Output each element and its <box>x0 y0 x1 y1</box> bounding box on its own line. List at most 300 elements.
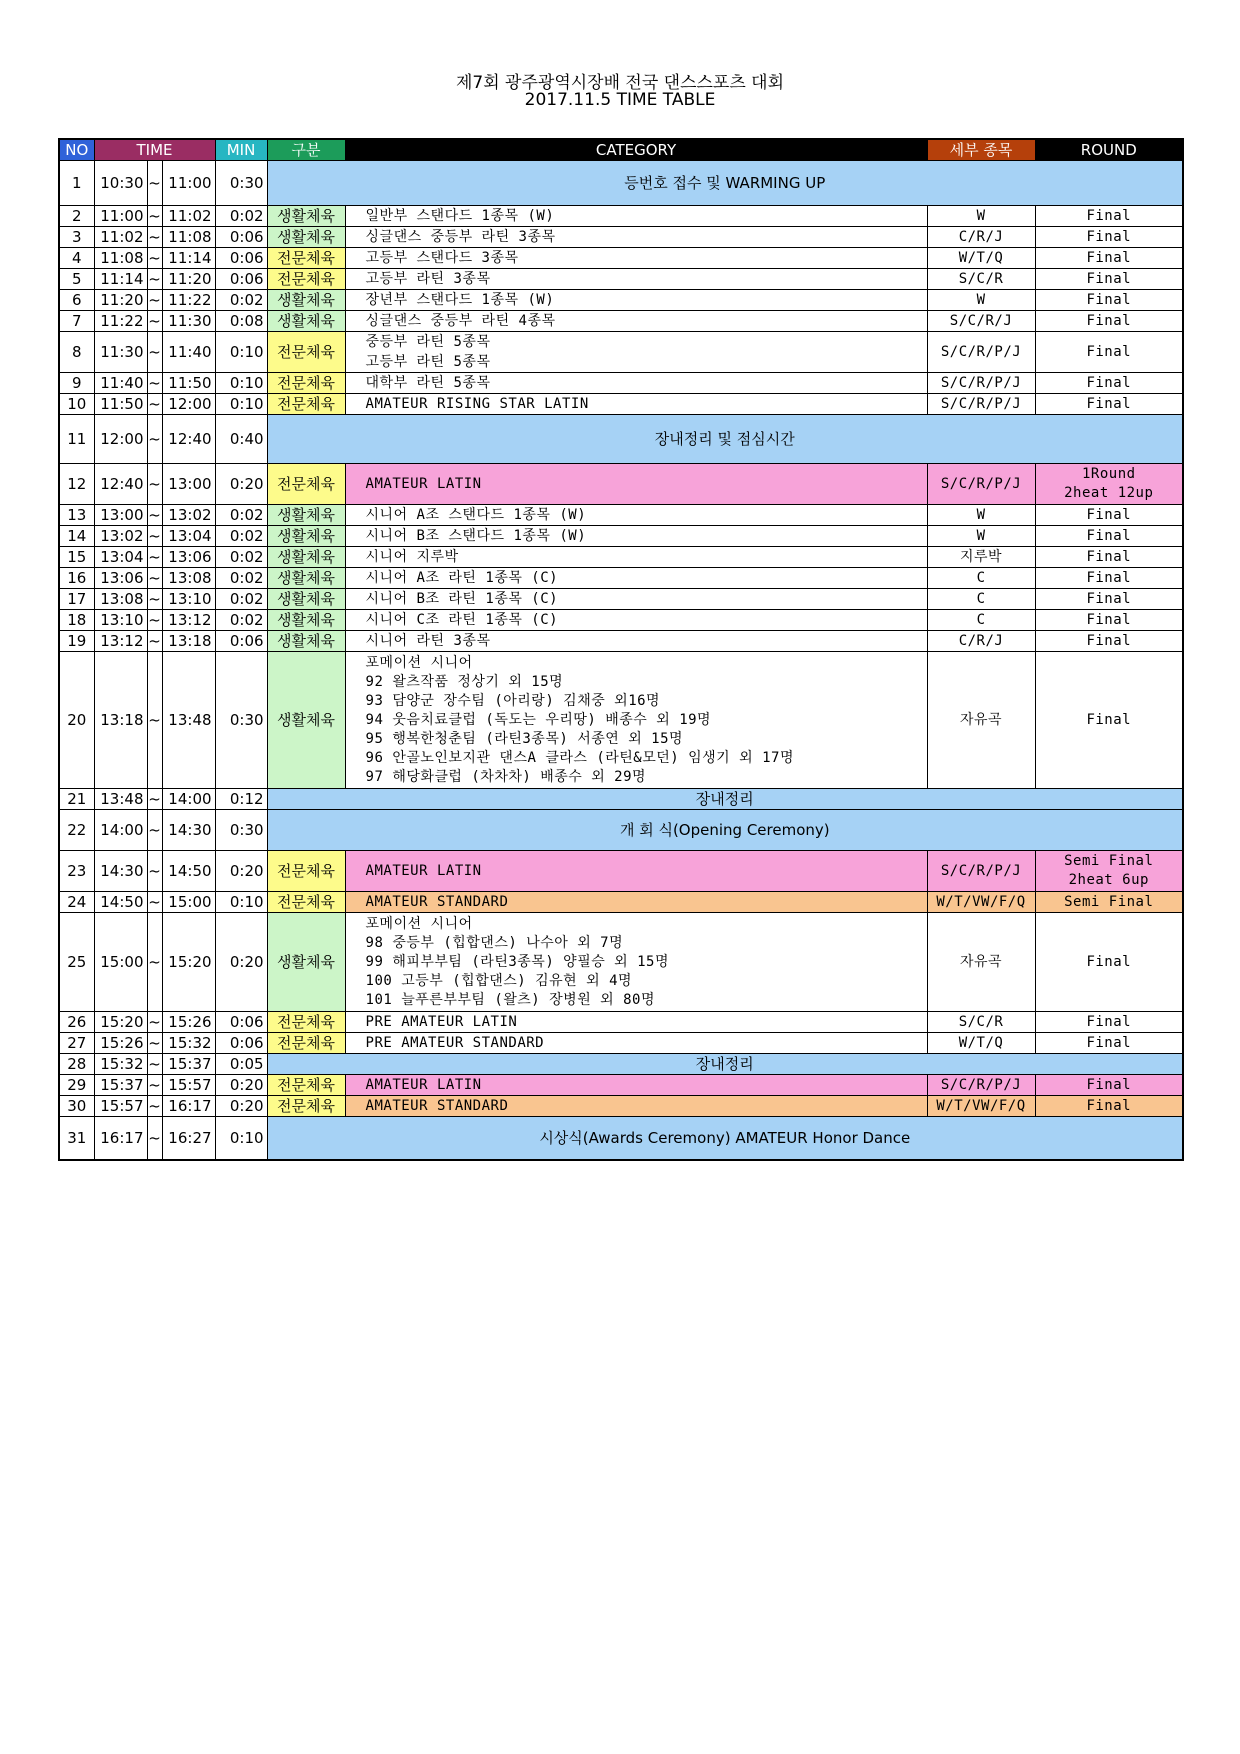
row-no: 19 <box>59 631 94 652</box>
row-time-separator: ~ <box>148 1055 161 1073</box>
row-time-separator: ~ <box>148 632 161 650</box>
table-row <box>59 1096 1183 1117</box>
table-row <box>59 892 1183 913</box>
row-sebu: S/C/R/P/J <box>927 464 1035 505</box>
row-round: Final <box>1035 610 1183 631</box>
row-no: 18 <box>59 610 94 631</box>
row-type: 전문체육 <box>267 1033 345 1054</box>
row-time-separator: ~ <box>148 291 161 309</box>
row-category: 시니어 A조 라틴 1종목 (C) <box>345 568 927 589</box>
row-round: Final <box>1035 913 1183 1012</box>
table-row <box>59 415 1183 464</box>
row-category: 시니어 C조 라틴 1종목 (C) <box>345 610 927 631</box>
row-end-time: 11:14 <box>162 248 215 269</box>
row-min: 0:30 <box>215 652 267 789</box>
row-span-event: 장내정리 <box>267 1054 1183 1075</box>
col-header-min: MIN <box>215 139 267 161</box>
row-start-time: 13:02 <box>94 526 147 547</box>
timetable-body <box>59 161 1183 1161</box>
row-category <box>345 332 927 373</box>
row-sebu: 지루박 <box>927 547 1035 568</box>
category-line: 97 해당화클럽 (차차차) 배종수 외 29명 <box>365 768 647 785</box>
row-end-time: 15:00 <box>162 892 215 913</box>
row-round: Final <box>1035 227 1183 248</box>
row-min: 0:06 <box>215 248 267 269</box>
row-time-separator: ~ <box>148 790 161 808</box>
row-time-separator: ~ <box>148 590 161 608</box>
col-header-round: ROUND <box>1035 139 1183 161</box>
category-line: 중등부 라틴 5종목 <box>365 334 491 350</box>
row-round: Final <box>1035 1096 1183 1117</box>
row-sebu: S/C/R/P/J <box>927 332 1035 373</box>
col-header-no: NO <box>59 139 94 161</box>
row-no: 6 <box>59 290 94 311</box>
row-type: 전문체육 <box>267 394 345 415</box>
row-no: 27 <box>59 1033 94 1054</box>
table-row <box>59 789 1183 810</box>
row-end-time: 14:00 <box>162 789 215 810</box>
category-line: 94 웃음치료클럽 (독도는 우리땅) 배종수 외 19명 <box>365 711 712 728</box>
row-sebu: C/R/J <box>927 631 1035 652</box>
row-start-time: 15:26 <box>94 1033 147 1054</box>
row-min: 0:40 <box>215 415 267 464</box>
row-category: AMATEUR LATIN <box>345 1075 927 1096</box>
row-round: Final <box>1035 547 1183 568</box>
category-line: 포메이션 시니어 <box>365 915 473 932</box>
row-span-event: 장내정리 <box>267 789 1183 810</box>
row-start-time: 14:00 <box>94 810 147 851</box>
table-row <box>59 547 1183 568</box>
row-end-time: 11:22 <box>162 290 215 311</box>
row-min: 0:02 <box>215 505 267 526</box>
row-round: Final <box>1035 505 1183 526</box>
row-min: 0:06 <box>215 227 267 248</box>
row-round: Final <box>1035 568 1183 589</box>
row-min: 0:12 <box>215 789 267 810</box>
row-time-separator: ~ <box>148 312 161 330</box>
table-row <box>59 1054 1183 1075</box>
row-min: 0:06 <box>215 1033 267 1054</box>
row-category <box>345 652 927 789</box>
page-subtitle: 2017.11.5 TIME TABLE <box>524 90 716 110</box>
table-row <box>59 568 1183 589</box>
row-sebu: S/C/R/P/J <box>927 1075 1035 1096</box>
row-round: Final <box>1035 526 1183 547</box>
row-type: 생활체육 <box>267 631 345 652</box>
row-min: 0:20 <box>215 1075 267 1096</box>
row-no: 14 <box>59 526 94 547</box>
row-round: Final <box>1035 652 1183 789</box>
row-time-separator: ~ <box>147 652 162 789</box>
row-start-time: 11:08 <box>94 248 147 269</box>
category-line: 포메이션 시니어 <box>365 654 473 671</box>
category-line: 100 고등부 (힙합댄스) 김유현 외 4명 <box>365 972 633 989</box>
row-category: 고등부 라틴 3종목 <box>345 269 927 290</box>
row-span-event: 장내정리 및 점심시간 <box>267 415 1183 464</box>
row-type: 생활체육 <box>267 290 345 311</box>
row-start-time: 16:17 <box>94 1117 147 1161</box>
row-min: 0:08 <box>215 311 267 332</box>
row-category: AMATEUR STANDARD <box>345 892 927 913</box>
row-no: 2 <box>59 206 94 227</box>
row-end-time: 15:57 <box>162 1075 215 1096</box>
row-type: 전문체육 <box>267 269 345 290</box>
row-start-time: 11:22 <box>94 311 147 332</box>
category-line: 98 중등부 (힙합댄스) 나수아 외 7명 <box>365 934 624 951</box>
timetable <box>58 138 1184 1161</box>
row-round: Final <box>1035 1075 1183 1096</box>
row-time-separator: ~ <box>148 374 161 392</box>
row-min: 0:20 <box>215 464 267 505</box>
row-min: 0:10 <box>215 373 267 394</box>
row-end-time: 16:27 <box>162 1117 215 1161</box>
row-sebu: 자유곡 <box>927 652 1035 789</box>
row-sebu: C <box>927 568 1035 589</box>
row-min: 0:10 <box>215 332 267 373</box>
row-min: 0:20 <box>215 851 267 892</box>
row-end-time: 13:06 <box>162 547 215 568</box>
category-line: 95 행복한청춘팀 (라틴3종목) 서종연 외 15명 <box>365 730 684 747</box>
row-category: 고등부 스탠다드 3종목 <box>345 248 927 269</box>
table-row <box>59 631 1183 652</box>
row-sebu: W/T/Q <box>927 1033 1035 1054</box>
row-type: 전문체육 <box>267 1075 345 1096</box>
row-start-time: 14:50 <box>94 892 147 913</box>
row-type: 전문체육 <box>267 851 345 892</box>
row-type: 생활체육 <box>267 589 345 610</box>
table-row <box>59 1075 1183 1096</box>
row-start-time: 13:06 <box>94 568 147 589</box>
table-row <box>59 851 1183 892</box>
row-sebu: W/T/Q <box>927 248 1035 269</box>
row-end-time: 15:20 <box>162 913 215 1012</box>
round-line: Semi Final <box>1064 853 1154 869</box>
row-end-time: 16:17 <box>162 1096 215 1117</box>
row-end-time: 11:40 <box>162 332 215 373</box>
row-time-separator: ~ <box>148 395 161 413</box>
row-round: Final <box>1035 206 1183 227</box>
table-row <box>59 810 1183 851</box>
row-time-separator: ~ <box>147 161 162 206</box>
row-sebu: C/R/J <box>927 227 1035 248</box>
row-round: Final <box>1035 332 1183 373</box>
table-row <box>59 1117 1183 1161</box>
row-round: Final <box>1035 1012 1183 1033</box>
row-start-time: 11:00 <box>94 206 147 227</box>
row-no: 3 <box>59 227 94 248</box>
row-no: 10 <box>59 394 94 415</box>
col-header-time: TIME <box>94 139 215 161</box>
row-sebu: C <box>927 610 1035 631</box>
row-min: 0:10 <box>215 394 267 415</box>
row-sebu: S/C/R <box>927 269 1035 290</box>
row-round: Final <box>1035 290 1183 311</box>
row-span-event: 등번호 접수 및 WARMING UP <box>267 161 1183 206</box>
row-start-time: 15:32 <box>94 1054 147 1075</box>
table-row <box>59 913 1183 1012</box>
row-start-time: 13:08 <box>94 589 147 610</box>
row-start-time: 13:00 <box>94 505 147 526</box>
row-start-time: 12:40 <box>94 464 147 505</box>
row-sebu: C <box>927 589 1035 610</box>
row-category <box>345 913 927 1012</box>
row-sebu: W/T/VW/F/Q <box>927 892 1035 913</box>
row-type: 생활체육 <box>267 526 345 547</box>
table-row <box>59 373 1183 394</box>
row-start-time: 13:12 <box>94 631 147 652</box>
row-end-time: 11:30 <box>162 311 215 332</box>
row-type: 전문체육 <box>267 1012 345 1033</box>
row-round: Final <box>1035 311 1183 332</box>
table-row <box>59 464 1183 505</box>
row-no: 12 <box>59 464 94 505</box>
row-time-separator: ~ <box>148 1013 161 1031</box>
row-sebu: W <box>927 505 1035 526</box>
row-start-time: 13:10 <box>94 610 147 631</box>
row-min: 0:30 <box>215 810 267 851</box>
row-no: 16 <box>59 568 94 589</box>
row-type: 생활체육 <box>267 547 345 568</box>
row-end-time: 12:00 <box>162 394 215 415</box>
row-category: 시니어 지루박 <box>345 547 927 568</box>
row-no: 21 <box>59 789 94 810</box>
row-round <box>1035 851 1183 892</box>
row-type: 생활체육 <box>267 568 345 589</box>
row-start-time: 15:20 <box>94 1012 147 1033</box>
row-end-time: 15:26 <box>162 1012 215 1033</box>
table-header-row <box>59 139 1183 161</box>
row-sebu: S/C/R/P/J <box>927 394 1035 415</box>
row-no: 7 <box>59 311 94 332</box>
row-end-time: 11:02 <box>162 206 215 227</box>
row-span-event: 개 회 식(Opening Ceremony) <box>267 810 1183 851</box>
row-time-separator: ~ <box>148 228 161 246</box>
row-start-time: 15:00 <box>94 913 147 1012</box>
category-line: 96 안골노인보지관 댄스A 클라스 (라틴&모던) 임생기 외 17명 <box>365 749 794 766</box>
row-min: 0:02 <box>215 568 267 589</box>
row-round: Final <box>1035 631 1183 652</box>
row-category: PRE AMATEUR STANDARD <box>345 1033 927 1054</box>
row-type: 전문체육 <box>267 892 345 913</box>
row-category: 시니어 B조 스탠다드 1종목 (W) <box>345 526 927 547</box>
table-row <box>59 1033 1183 1054</box>
row-min: 0:05 <box>215 1054 267 1075</box>
row-start-time: 13:04 <box>94 547 147 568</box>
row-category: 대학부 라틴 5종목 <box>345 373 927 394</box>
round-line: 2heat 12up <box>1064 485 1154 501</box>
col-header-gubun: 구분 <box>267 139 345 161</box>
table-row <box>59 206 1183 227</box>
row-time-separator: ~ <box>147 464 162 505</box>
row-category: 시니어 라틴 3종목 <box>345 631 927 652</box>
category-line: 고등부 라틴 5종목 <box>365 354 491 370</box>
table-row <box>59 1012 1183 1033</box>
row-no: 24 <box>59 892 94 913</box>
row-no: 5 <box>59 269 94 290</box>
row-round <box>1035 464 1183 505</box>
row-type: 전문체육 <box>267 248 345 269</box>
row-no: 15 <box>59 547 94 568</box>
row-start-time: 11:14 <box>94 269 147 290</box>
row-no: 22 <box>59 810 94 851</box>
row-no: 28 <box>59 1054 94 1075</box>
row-sebu: S/C/R <box>927 1012 1035 1033</box>
row-min: 0:02 <box>215 547 267 568</box>
row-category: AMATEUR LATIN <box>345 464 927 505</box>
table-row <box>59 161 1183 206</box>
row-no: 8 <box>59 332 94 373</box>
row-min: 0:06 <box>215 269 267 290</box>
row-span-event: 시상식(Awards Ceremony) AMATEUR Honor Dance <box>267 1117 1183 1161</box>
row-start-time: 11:20 <box>94 290 147 311</box>
row-time-separator: ~ <box>147 810 162 851</box>
page-title: 제7회 광주광역시장배 전국 댄스스포츠 대회 <box>455 73 785 93</box>
row-type: 생활체육 <box>267 610 345 631</box>
row-type: 생활체육 <box>267 505 345 526</box>
row-time-separator: ~ <box>148 1097 161 1115</box>
table-row <box>59 526 1183 547</box>
row-no: 4 <box>59 248 94 269</box>
row-min: 0:10 <box>215 1117 267 1161</box>
row-round: Final <box>1035 248 1183 269</box>
col-header-sebu: 세부 종목 <box>927 139 1035 161</box>
row-time-separator: ~ <box>147 1117 162 1161</box>
row-start-time: 14:30 <box>94 851 147 892</box>
row-time-separator: ~ <box>148 1076 161 1094</box>
row-no: 9 <box>59 373 94 394</box>
row-category: AMATEUR LATIN <box>345 851 927 892</box>
row-min: 0:02 <box>215 206 267 227</box>
row-time-separator: ~ <box>147 415 162 464</box>
row-type: 전문체육 <box>267 464 345 505</box>
table-row <box>59 269 1183 290</box>
row-sebu: S/C/R/J <box>927 311 1035 332</box>
row-type: 생활체육 <box>267 206 345 227</box>
row-sebu: W <box>927 290 1035 311</box>
row-time-separator: ~ <box>147 332 162 373</box>
row-type: 생활체육 <box>267 913 345 1012</box>
row-end-time: 13:02 <box>162 505 215 526</box>
row-sebu: S/C/R/P/J <box>927 373 1035 394</box>
row-type: 전문체육 <box>267 332 345 373</box>
table-row <box>59 394 1183 415</box>
row-category: AMATEUR STANDARD <box>345 1096 927 1117</box>
category-line: 101 늘푸른부부팀 (왈츠) 장병원 외 80명 <box>365 991 655 1008</box>
round-line: 2heat 6up <box>1068 872 1149 888</box>
row-time-separator: ~ <box>148 207 161 225</box>
row-sebu: W/T/VW/F/Q <box>927 1096 1035 1117</box>
row-time-separator: ~ <box>148 270 161 288</box>
table-row <box>59 290 1183 311</box>
row-time-separator: ~ <box>148 249 161 267</box>
row-end-time: 15:37 <box>162 1054 215 1075</box>
row-round: Semi Final <box>1035 892 1183 913</box>
row-type: 생활체육 <box>267 311 345 332</box>
row-min: 0:30 <box>215 161 267 206</box>
row-end-time: 13:12 <box>162 610 215 631</box>
row-category: 싱글댄스 중등부 라틴 4종목 <box>345 311 927 332</box>
row-sebu: S/C/R/P/J <box>927 851 1035 892</box>
row-start-time: 10:30 <box>94 161 147 206</box>
row-sebu: 자유곡 <box>927 913 1035 1012</box>
row-type: 생활체육 <box>267 652 345 789</box>
row-start-time: 13:18 <box>94 652 147 789</box>
row-no: 29 <box>59 1075 94 1096</box>
row-end-time: 11:08 <box>162 227 215 248</box>
row-category: 시니어 A조 스탠다드 1종목 (W) <box>345 505 927 526</box>
row-min: 0:06 <box>215 1012 267 1033</box>
row-category: 싱글댄스 중등부 라틴 3종목 <box>345 227 927 248</box>
row-time-separator: ~ <box>148 893 161 911</box>
row-type: 전문체육 <box>267 1096 345 1117</box>
row-round: Final <box>1035 373 1183 394</box>
row-start-time: 11:02 <box>94 227 147 248</box>
table-row <box>59 248 1183 269</box>
row-category: 시니어 B조 라틴 1종목 (C) <box>345 589 927 610</box>
row-no: 26 <box>59 1012 94 1033</box>
row-time-separator: ~ <box>147 851 162 892</box>
category-line: 93 담양군 장수팀 (아리랑) 김채중 외16명 <box>365 692 661 709</box>
row-no: 30 <box>59 1096 94 1117</box>
table-row <box>59 652 1183 789</box>
row-start-time: 12:00 <box>94 415 147 464</box>
row-category: 일반부 스탠다드 1종목 (W) <box>345 206 927 227</box>
row-start-time: 11:50 <box>94 394 147 415</box>
table-row <box>59 589 1183 610</box>
row-round: Final <box>1035 589 1183 610</box>
row-no: 20 <box>59 652 94 789</box>
row-end-time: 13:00 <box>162 464 215 505</box>
row-time-separator: ~ <box>148 506 161 524</box>
row-end-time: 11:50 <box>162 373 215 394</box>
row-start-time: 13:48 <box>94 789 147 810</box>
row-time-separator: ~ <box>148 569 161 587</box>
row-end-time: 15:32 <box>162 1033 215 1054</box>
row-end-time: 13:08 <box>162 568 215 589</box>
table-row <box>59 227 1183 248</box>
row-category: AMATEUR RISING STAR LATIN <box>345 394 927 415</box>
row-start-time: 11:30 <box>94 332 147 373</box>
row-end-time: 13:48 <box>162 652 215 789</box>
row-no: 11 <box>59 415 94 464</box>
table-row <box>59 505 1183 526</box>
row-start-time: 15:57 <box>94 1096 147 1117</box>
row-type: 생활체육 <box>267 227 345 248</box>
category-line: 99 해피부부팀 (라틴3종목) 양필승 외 15명 <box>365 953 670 970</box>
row-min: 0:02 <box>215 290 267 311</box>
row-time-separator: ~ <box>148 1034 161 1052</box>
row-no: 17 <box>59 589 94 610</box>
table-row <box>59 610 1183 631</box>
row-no: 13 <box>59 505 94 526</box>
row-min: 0:02 <box>215 526 267 547</box>
row-end-time: 14:50 <box>162 851 215 892</box>
row-no: 1 <box>59 161 94 206</box>
round-line: 1Round <box>1081 466 1136 482</box>
row-min: 0:10 <box>215 892 267 913</box>
row-round: Final <box>1035 394 1183 415</box>
row-time-separator: ~ <box>148 611 161 629</box>
row-min: 0:20 <box>215 913 267 1012</box>
row-end-time: 14:30 <box>162 810 215 851</box>
row-end-time: 13:18 <box>162 631 215 652</box>
row-round: Final <box>1035 1033 1183 1054</box>
row-end-time: 11:00 <box>162 161 215 206</box>
row-sebu: W <box>927 206 1035 227</box>
row-time-separator: ~ <box>148 548 161 566</box>
row-end-time: 12:40 <box>162 415 215 464</box>
row-time-separator: ~ <box>147 913 162 1012</box>
